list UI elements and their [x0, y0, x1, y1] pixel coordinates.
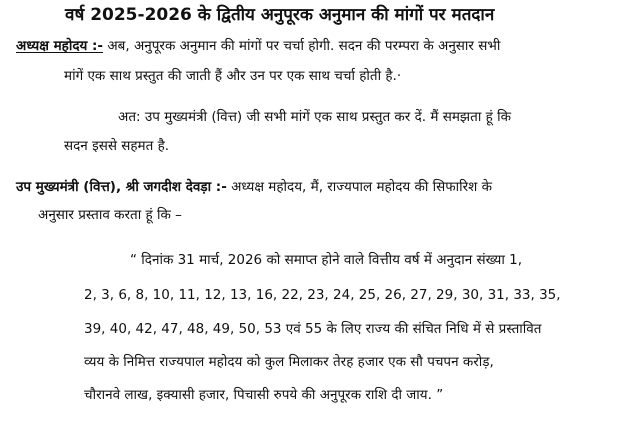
paragraph-speaker-line	[16, 40, 500, 54]
resolution-text: चौरानवे लाख, इक्यासी हजार, पिचासी रुपये की अनुपूरक राशि दी जाय. ”	[84, 387, 444, 403]
speaker-name-deputy-cm: उप मुख्यमंत्री (वित्त), श्री जगदीश देवड़ा :-	[16, 179, 227, 195]
resolution-text: “ दिनांक 31 मार्च, 2026 को समाप्त होने वाले वित्तीय वर्ष में अनुदान संख्या 1,	[130, 252, 523, 268]
document-title: वर्ष 2025-2026 के द्वितीय अनुपूरक अनुमान की मांगों पर मतदान	[65, 5, 495, 25]
paragraph-speaker-line	[16, 181, 492, 195]
speech-text: मांगें एक साथ प्रस्तुत की जाती हैं और उन पर एक साथ चर्चा होती है.·	[64, 68, 402, 84]
resolution-text: 2, 3, 6, 8, 10, 11, 12, 13, 16, 22, 23, 24, 25, 26, 27, 29, 30, 31, 33, 35,	[84, 287, 561, 303]
speaker-name-adhyaksh: अध्यक्ष महोदय :-	[16, 38, 104, 54]
speech-text: सदन इससे सहमत है.	[64, 138, 170, 154]
speech-text: अब, अनुपूरक अनुमान की मांगों पर चर्चा होगी. सदन की परम्परा के अनुसार सभी	[107, 38, 501, 54]
speech-text: अध्यक्ष महोदय, मैं, राज्यपाल महोदय की सिफारिश के	[231, 179, 493, 195]
speech-text: अनुसार प्रस्ताव करता हूं कि –	[38, 207, 182, 223]
speech-text: अत: उप मुख्यमंत्री (वित्त) जी सभी मांगें एक साथ प्रस्तुत कर दें. मैं समझता हूं कि	[118, 109, 511, 125]
resolution-text: 39, 40, 42, 47, 48, 49, 50, 53 एवं 55 के लिए राज्य की संचित निधि में से प्रस्तावित	[84, 321, 542, 337]
resolution-text: व्यय के निमित्त राज्यपाल महोदय को कुल मिलाकर तेरह हजार एक सौ पचपन करोड़,	[84, 354, 494, 370]
